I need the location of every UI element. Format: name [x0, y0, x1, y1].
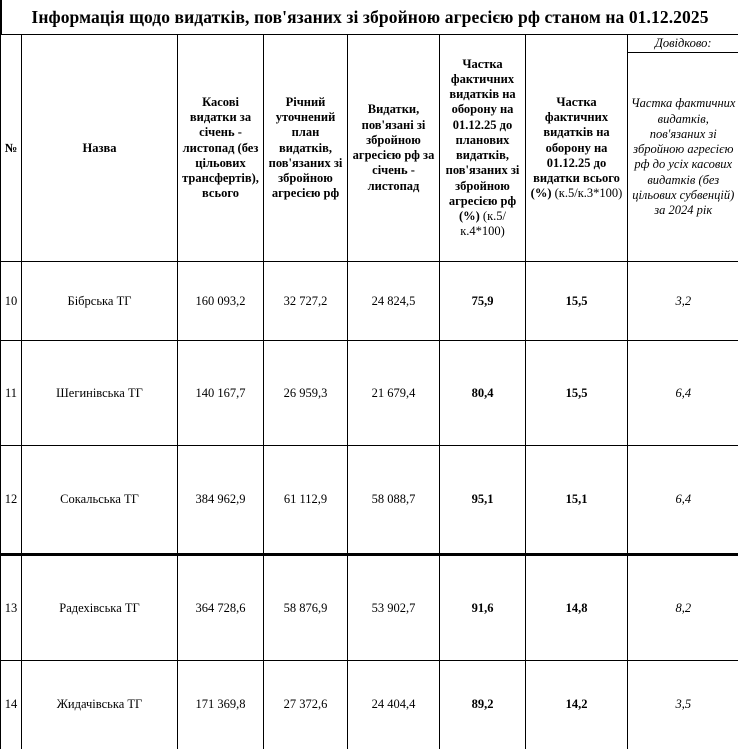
share-of-plan-cell: 75,9: [440, 262, 526, 341]
share-of-plan-cell: 80,4: [440, 341, 526, 446]
header-share-of-total-formula: (к.5/к.3*100): [554, 186, 623, 201]
community-name-cell: Шегинівська ТГ: [22, 341, 178, 446]
cash-expenses-cell: 384 962,9: [178, 446, 264, 555]
share-of-total-cell: 15,5: [526, 262, 628, 341]
share-of-total-cell: 15,1: [526, 446, 628, 555]
annual-plan-cell: 61 112,9: [264, 446, 348, 555]
header-cash-expenses: Касові видатки за січень - листопад (без цільових трансфертів), всього: [178, 35, 264, 262]
share-of-total-cell: 15,5: [526, 341, 628, 446]
header-reference-label: Довідково:: [628, 35, 738, 53]
header-share-of-plan-text: Частка фактичних видатків на оборону на 01.12.25 до планових видатків, пов'язаних зі збройною агресією рф: [445, 56, 520, 208]
cash-expenses-cell: 160 093,2: [178, 262, 264, 341]
row-number-cell: 11: [1, 341, 22, 446]
header-share-of-plan-pct: (%): [458, 209, 480, 224]
war-expenses-cell: 53 902,7: [348, 555, 440, 661]
annual-plan-cell: 58 876,9: [264, 555, 348, 661]
row-number-cell: 13: [1, 555, 22, 661]
table-row: [1, 446, 738, 555]
community-name-cell: Жидачівська ТГ: [22, 661, 178, 749]
header-share-of-total-text: Частка фактичних видатків на оборону на 01.12.25 до видатки всього: [533, 94, 620, 185]
row-number-cell: 14: [1, 661, 22, 749]
header-name: Назва: [22, 35, 178, 262]
war-expenses-cell: 24 404,4: [348, 661, 440, 749]
table-row: [1, 555, 738, 661]
share-of-plan-cell: 91,6: [440, 555, 526, 661]
table-header: [1, 35, 738, 262]
table-body: [1, 262, 738, 749]
row-number-cell: 12: [1, 446, 22, 555]
header-row-number: №: [1, 35, 22, 262]
header-war-expenses: Видатки, пов'язані зі збройною агресією рф за січень - листопад: [348, 35, 440, 262]
annual-plan-cell: 32 727,2: [264, 262, 348, 341]
community-name-cell: Бібрська ТГ: [22, 262, 178, 341]
annual-plan-cell: 26 959,3: [264, 341, 348, 446]
reference-share-cell: 3,2: [628, 262, 738, 341]
community-name-cell: Сокальська ТГ: [22, 446, 178, 555]
table-row: [1, 262, 738, 341]
header-share-of-plan: [440, 35, 526, 262]
header-reference-description: Частка фактичних видатків, пов'язаних зі збройною агресією рф до усіх касових видатків (без цільових субвенцій) за 2024 рік: [628, 53, 738, 262]
share-of-plan-cell: 89,2: [440, 661, 526, 749]
row-number-cell: 10: [1, 262, 22, 341]
header-annual-plan: Річний уточнений план видатків, пов'язаних зі збройною агресією рф: [264, 35, 348, 262]
header-share-of-plan-formula: (к.5/к.4*100): [460, 209, 507, 239]
war-expenses-cell: 58 088,7: [348, 446, 440, 555]
table-row: [1, 341, 738, 446]
expenditures-table: [0, 34, 738, 749]
header-share-of-total-pct: (%): [530, 186, 552, 201]
report-title: Інформація щодо видатків, пов'язаних зі збройною агресією рф станом на 01.12.2025: [0, 0, 738, 34]
header-row-top: [1, 35, 738, 53]
reference-share-cell: 6,4: [628, 446, 738, 555]
share-of-total-cell: 14,8: [526, 555, 628, 661]
share-of-plan-cell: 95,1: [440, 446, 526, 555]
reference-share-cell: 3,5: [628, 661, 738, 749]
table-row: [1, 661, 738, 749]
cash-expenses-cell: 140 167,7: [178, 341, 264, 446]
war-expenses-cell: 24 824,5: [348, 262, 440, 341]
war-expenses-cell: 21 679,4: [348, 341, 440, 446]
cash-expenses-cell: 364 728,6: [178, 555, 264, 661]
share-of-total-cell: 14,2: [526, 661, 628, 749]
reference-share-cell: 6,4: [628, 341, 738, 446]
community-name-cell: Радехівська ТГ: [22, 555, 178, 661]
header-share-of-total: [526, 35, 628, 262]
cash-expenses-cell: 171 369,8: [178, 661, 264, 749]
annual-plan-cell: 27 372,6: [264, 661, 348, 749]
reference-share-cell: 8,2: [628, 555, 738, 661]
